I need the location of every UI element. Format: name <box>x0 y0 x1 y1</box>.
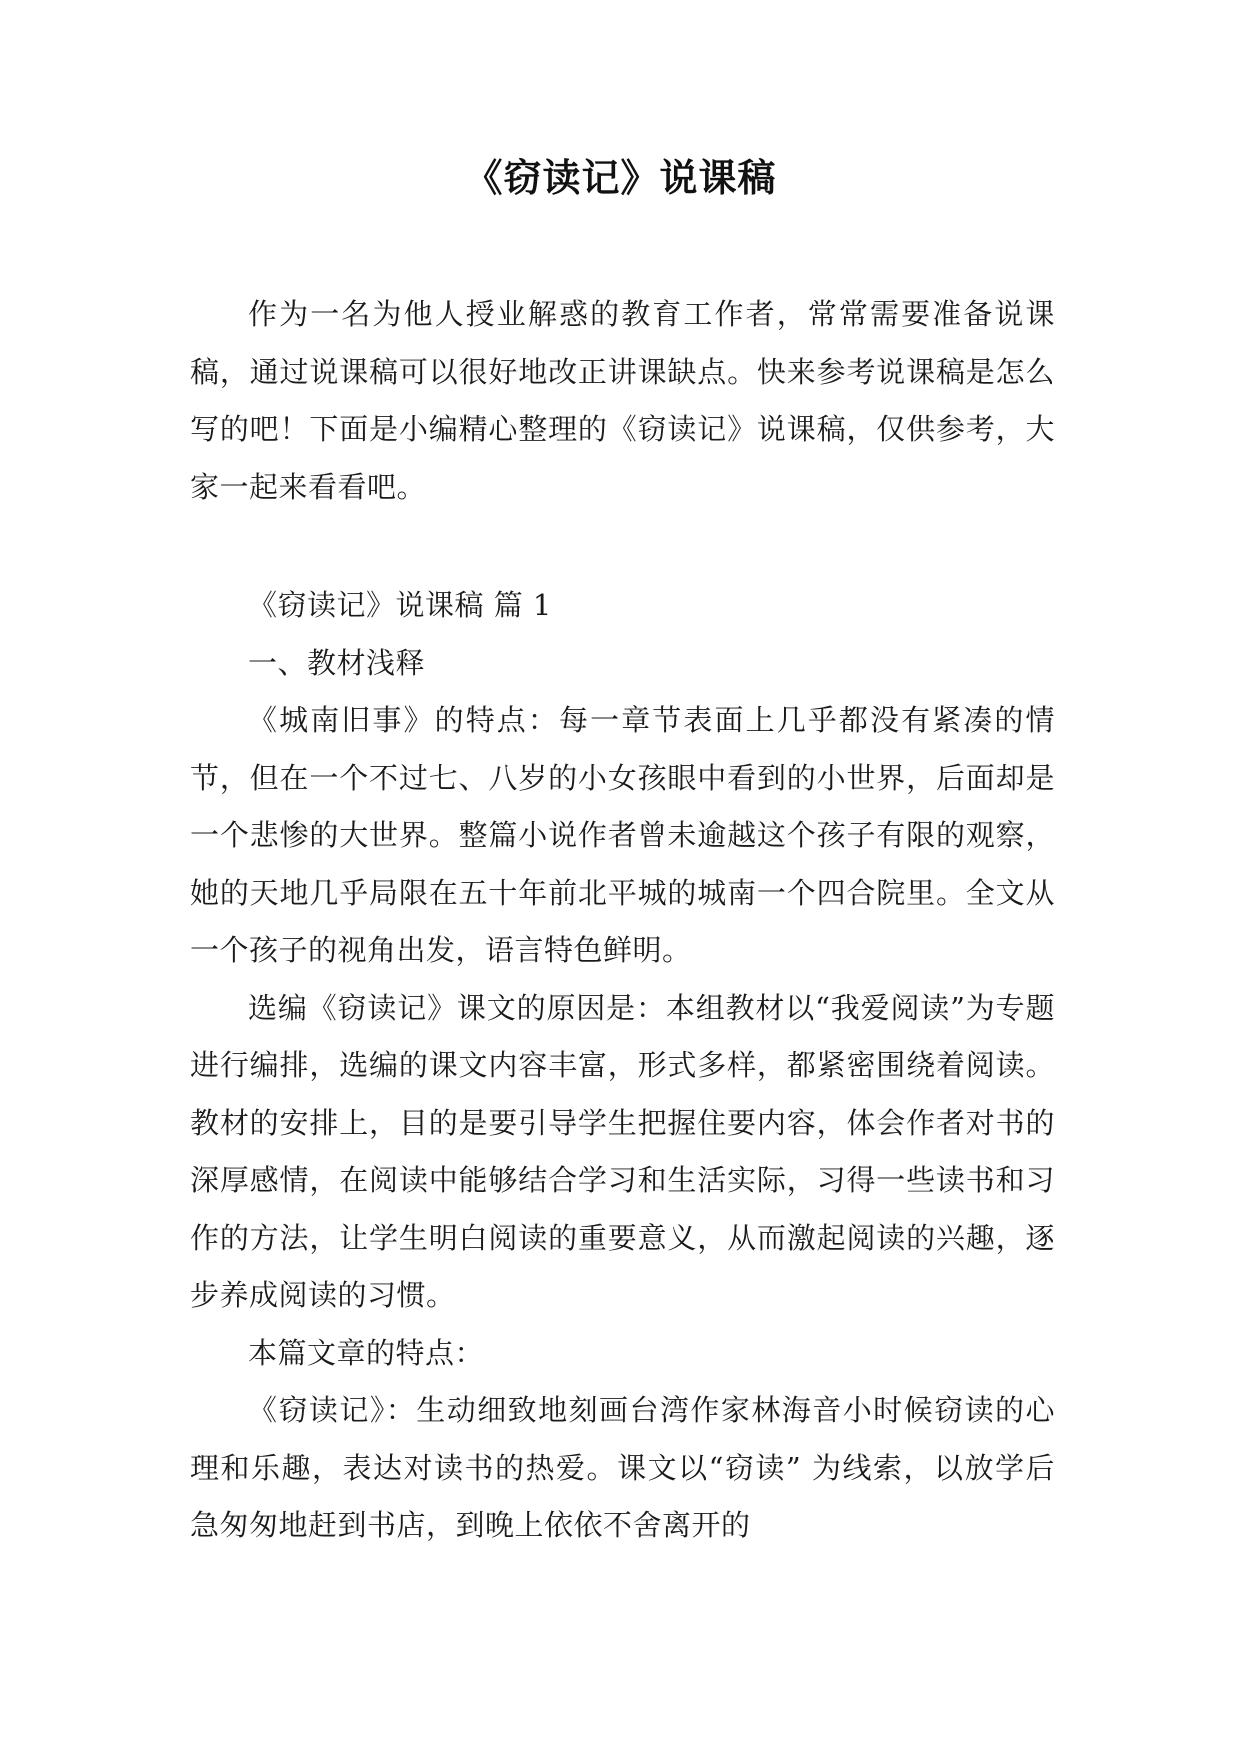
body-paragraph: 《城南旧事》的特点：每一章节表面上几乎都没有紧凑的情节，但在一个不过七、八岁的小女孩眼中看到的小世界，后面却是一个悲惨的大世界。整篇小说作者曾未逾越这个孩子有限的观察，她的天地几乎局限在五十年前北平城的城南一个四合院里。全文从一个孩子的视角出发，语言特色鲜明。 <box>190 703 1055 967</box>
body-paragraph: 《窃读记》：生动细致地刻画台湾作家林海音小时候窃读的心理和乐趣，表达对读书的热爱。课文以“窃读” 为线索，以放学后急匆匆地赶到书店，到晚上依依不舍离开的 <box>190 1393 1055 1542</box>
document-title: 《窃读记》说课稿 <box>464 156 777 200</box>
body-paragraph: 本篇文章的特点： <box>248 1335 485 1370</box>
document-body <box>190 286 1055 1555</box>
subheading: 一、教材浅释 <box>248 645 426 680</box>
section-heading: 《窃读记》说课稿 篇 1 <box>248 588 552 622</box>
body-paragraph: 选编《窃读记》课文的原因是：本组教材以“我爱阅读”为专题进行编排，选编的课文内容丰富，形式多样，都紧密围绕着阅读。教材的安排上，目的是要引导学生把握住要内容，体会作者对书的深厚感情，在阅读中能够结合学习和生活实际，习得一些读书和习作的方法，让学生明白阅读的重要意义，从而激起阅读的兴趣，逐步养成阅读的习惯。 <box>190 990 1055 1312</box>
intro-paragraph: 作为一名为他人授业解惑的教育工作者，常常需要准备说课稿，通过说课稿可以很好地改正讲课缺点。快来参考说课稿是怎么写的吧！下面是小编精心整理的《窃读记》说课稿，仅供参考，大家一起来看看吧。 <box>190 297 1055 504</box>
spacer <box>190 516 1055 577</box>
